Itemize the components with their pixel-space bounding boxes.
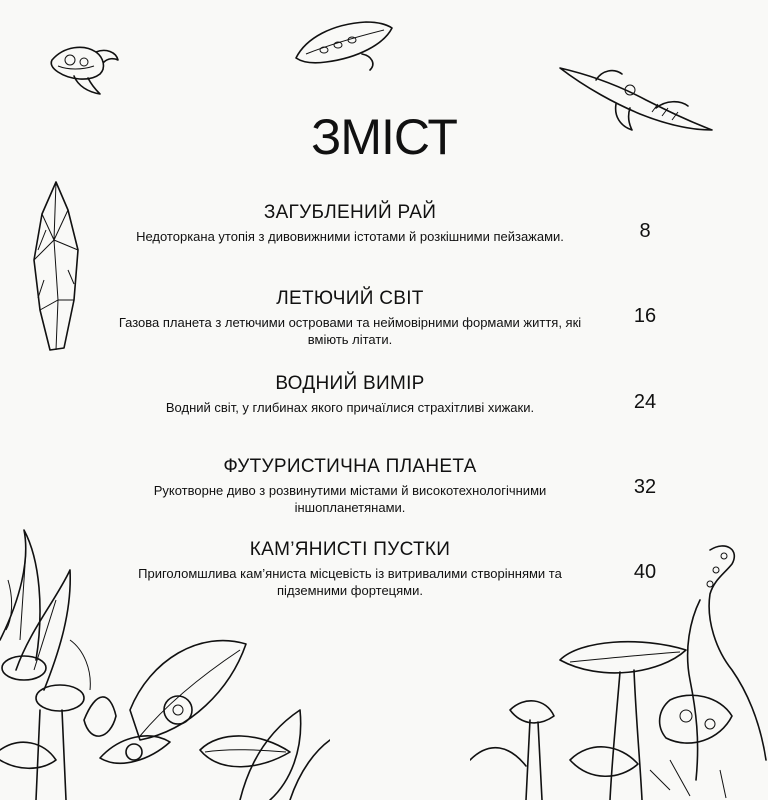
entry-heading: ЛЕТЮЧИЙ СВІТ bbox=[276, 288, 424, 309]
entry-description: Приголомшлива кам’яниста місцевість із витривалими створіннями та підземними фортецями. bbox=[138, 566, 562, 598]
entry-page-number: 16 bbox=[633, 305, 657, 327]
entry-page-number: 32 bbox=[633, 476, 657, 498]
spaceship-left-icon bbox=[44, 38, 124, 100]
toc-entry[interactable] bbox=[110, 456, 590, 516]
entry-description: Газова планета з летючими островами та неймовірними формами життя, які вміють літати. bbox=[118, 315, 582, 347]
spaceship-center-icon bbox=[292, 14, 396, 72]
crystal-icon bbox=[28, 180, 84, 356]
entry-heading: ВОДНИЙ ВИМІР bbox=[275, 373, 425, 394]
entry-page-number: 40 bbox=[633, 561, 657, 583]
entry-description: Рукотворне диво з розвинутими містами й високотехнологічними іншопланетянами. bbox=[153, 483, 547, 515]
toc-entry[interactable] bbox=[110, 288, 590, 348]
entry-description: Водний світ, у глибинах якого причаїлися страхітливі хижаки. bbox=[165, 400, 535, 415]
entry-heading: ФУТУРИСТИЧНА ПЛАНЕТА bbox=[223, 456, 477, 477]
entry-page-number: 8 bbox=[639, 220, 651, 242]
alien-creature-right bbox=[470, 540, 768, 800]
entry-heading: ЗАГУБЛЕНИЙ РАЙ bbox=[263, 202, 437, 223]
entry-heading: КАМ’ЯНИСТІ ПУСТКИ bbox=[249, 539, 451, 560]
page-title: ЗМІСТ bbox=[311, 109, 457, 165]
toc-entry[interactable] bbox=[110, 373, 590, 416]
toc-entry[interactable] bbox=[110, 202, 590, 245]
alien-plants-left bbox=[0, 520, 330, 800]
entry-page-number: 24 bbox=[633, 391, 657, 413]
entry-description: Недоторкана утопія з дивовижними істотами й розкішними пейзажами. bbox=[136, 229, 564, 244]
